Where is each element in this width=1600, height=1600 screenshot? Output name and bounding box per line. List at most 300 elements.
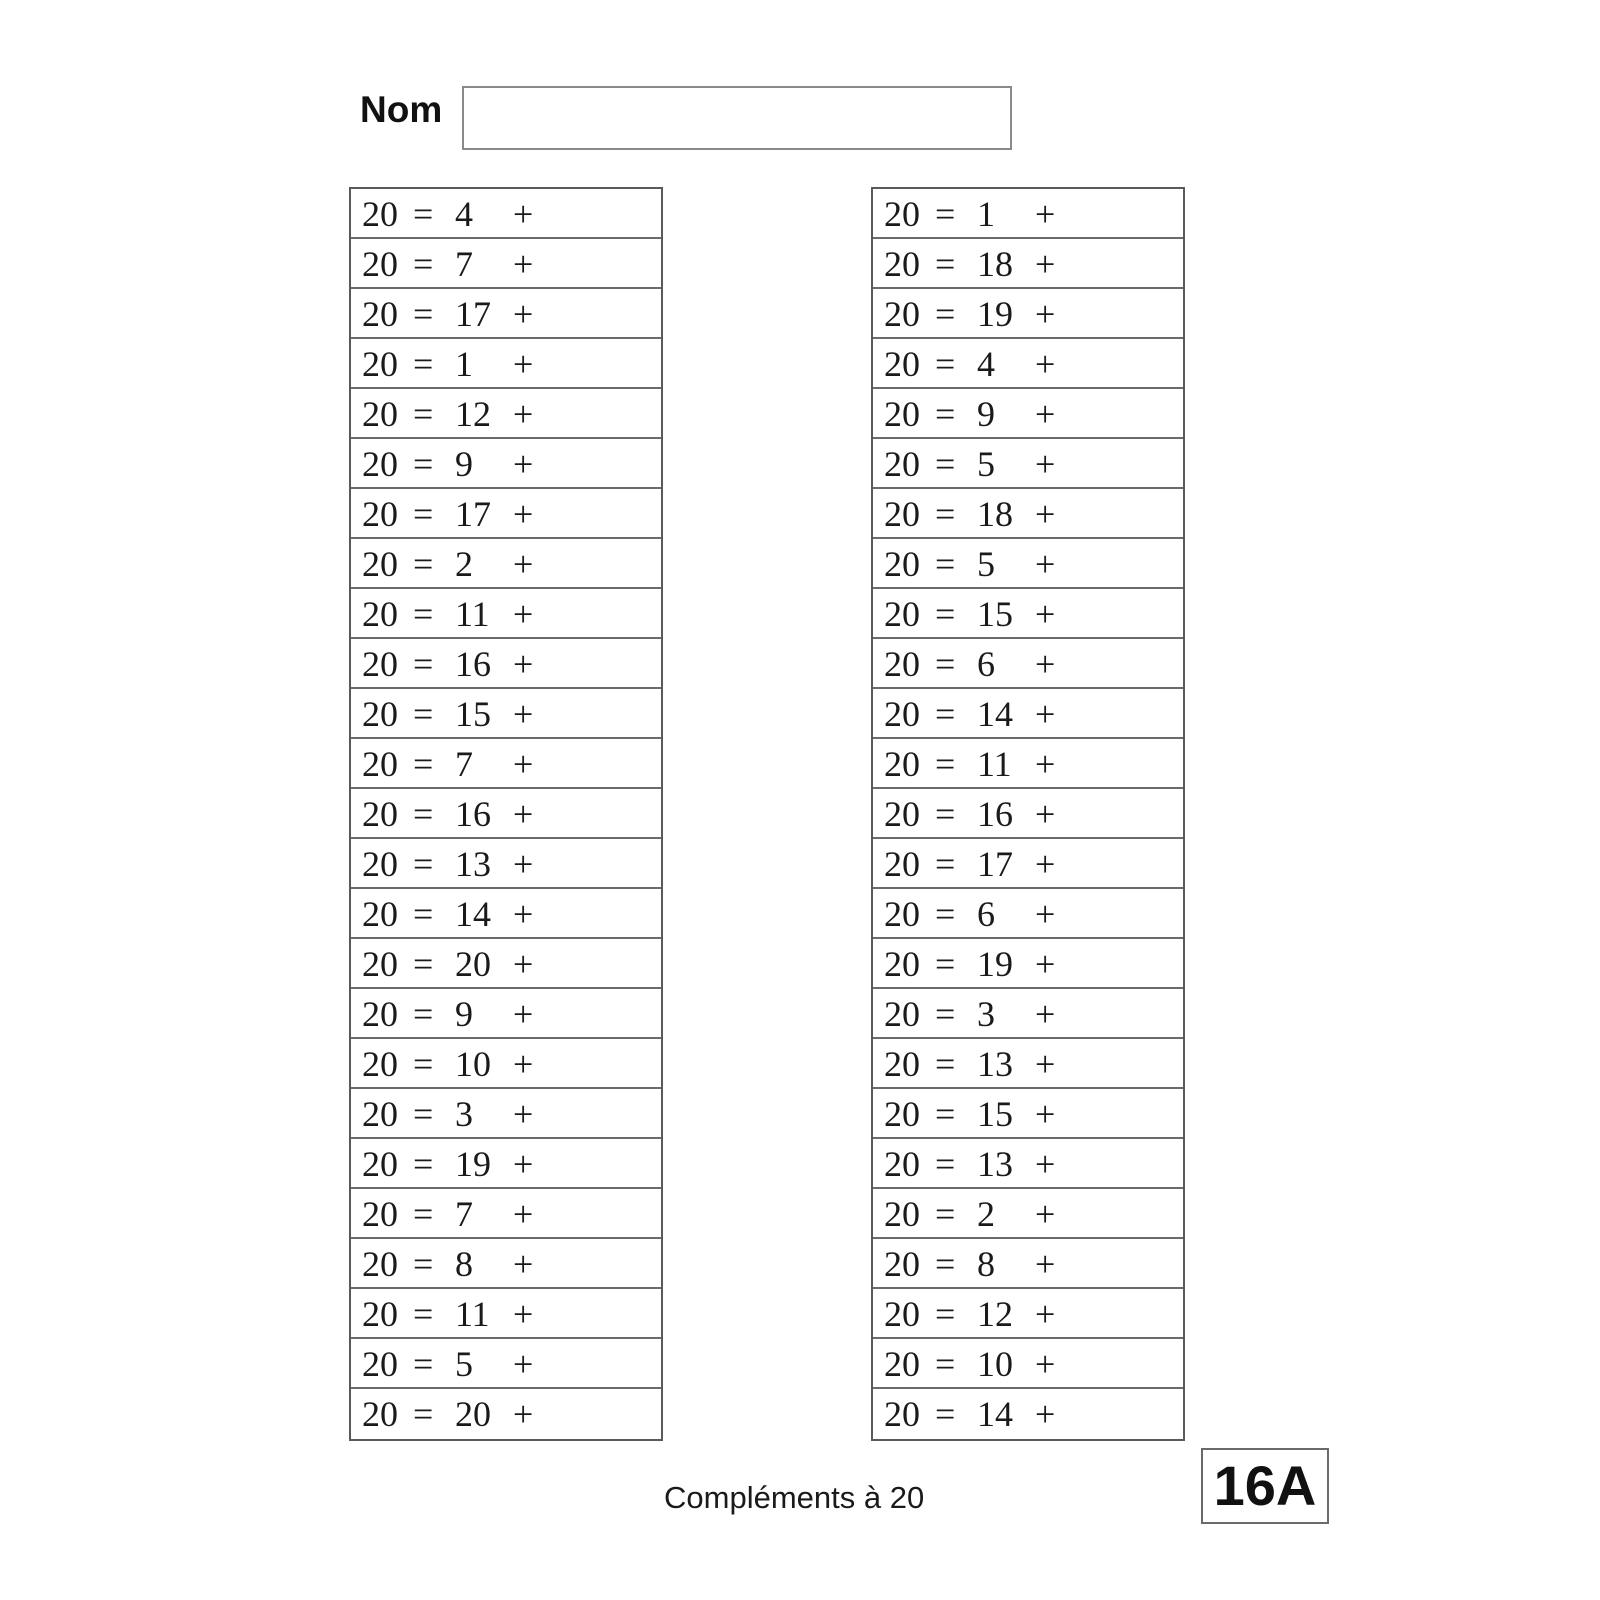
known-addend: 6 [977,894,995,934]
known-addend: 7 [455,744,473,784]
known-addend: 13 [455,844,491,884]
total-value: 20 [362,844,398,884]
answer-input[interactable] [547,995,647,1031]
known-addend: 7 [455,1194,473,1234]
total-value: 20 [884,494,920,534]
equals-sign: = [935,1294,956,1334]
equals-sign: = [935,894,956,934]
known-addend: 16 [977,794,1013,834]
plus-sign: + [1035,794,1056,834]
plus-sign: + [1035,1294,1056,1334]
total-value: 20 [884,594,920,634]
right-equation-row [873,339,1183,389]
right-equation-row [873,1089,1183,1139]
known-addend: 3 [977,994,995,1034]
plus-sign: + [1035,694,1056,734]
total-value: 20 [884,894,920,934]
equals-sign: = [935,744,956,784]
total-value: 20 [362,394,398,434]
total-value: 20 [884,644,920,684]
total-value: 20 [362,594,398,634]
equals-sign: = [413,394,434,434]
known-addend: 15 [977,594,1013,634]
known-addend: 4 [455,194,473,234]
plus-sign: + [513,244,534,284]
equals-sign: = [935,1344,956,1384]
known-addend: 9 [977,394,995,434]
right-equation-row [873,789,1183,839]
answer-input[interactable] [547,295,647,331]
answer-input[interactable] [1069,1295,1169,1331]
known-addend: 8 [977,1244,995,1284]
plus-sign: + [513,1394,534,1434]
plus-sign: + [513,544,534,584]
answer-input[interactable] [1069,695,1169,731]
left-equation-row [351,889,661,939]
plus-sign: + [1035,544,1056,584]
known-addend: 14 [977,1394,1013,1434]
answer-input[interactable] [547,1145,647,1181]
plus-sign: + [513,194,534,234]
known-addend: 11 [977,744,1012,784]
known-addend: 20 [455,944,491,984]
total-value: 20 [362,1294,398,1334]
equals-sign: = [935,544,956,584]
equals-sign: = [935,994,956,1034]
plus-sign: + [1035,1344,1056,1384]
right-equation-row [873,689,1183,739]
equals-sign: = [935,444,956,484]
answer-input[interactable] [1069,845,1169,881]
known-addend: 1 [977,194,995,234]
plus-sign: + [513,844,534,884]
known-addend: 15 [977,1094,1013,1134]
left-equation-row [351,239,661,289]
equals-sign: = [935,594,956,634]
answer-input[interactable] [547,395,647,431]
total-value: 20 [884,744,920,784]
plus-sign: + [1035,644,1056,684]
answer-input[interactable] [547,445,647,481]
right-equation-row [873,1289,1183,1339]
equals-sign: = [413,1194,434,1234]
answer-input[interactable] [1069,1245,1169,1281]
plus-sign: + [513,894,534,934]
total-value: 20 [884,844,920,884]
left-equation-row [351,639,661,689]
plus-sign: + [513,1194,534,1234]
equals-sign: = [413,544,434,584]
known-addend: 18 [977,244,1013,284]
total-value: 20 [884,444,920,484]
left-equation-row [351,1289,661,1339]
answer-input[interactable] [1069,745,1169,781]
left-equation-row [351,489,661,539]
plus-sign: + [1035,994,1056,1034]
answer-input[interactable] [1069,995,1169,1031]
answer-input[interactable] [547,595,647,631]
equals-sign: = [935,1094,956,1134]
total-value: 20 [884,994,920,1034]
known-addend: 17 [455,494,491,534]
plus-sign: + [1035,894,1056,934]
total-value: 20 [362,1194,398,1234]
answer-input[interactable] [1069,1095,1169,1131]
answer-input[interactable] [1069,795,1169,831]
equals-sign: = [935,694,956,734]
total-value: 20 [362,194,398,234]
known-addend: 13 [977,1144,1013,1184]
name-label: Nom [360,89,443,130]
plus-sign: + [1035,594,1056,634]
plus-sign: + [513,744,534,784]
right-exercise-column [871,187,1185,1441]
left-equation-row [351,1189,661,1239]
right-equation-row [873,1239,1183,1289]
plus-sign: + [513,644,534,684]
total-value: 20 [362,1244,398,1284]
equals-sign: = [413,444,434,484]
plus-sign: + [1035,1144,1056,1184]
known-addend: 14 [977,694,1013,734]
total-value: 20 [884,244,920,284]
right-equation-row [873,1389,1183,1439]
plus-sign: + [1035,1094,1056,1134]
known-addend: 2 [455,544,473,584]
total-value: 20 [362,744,398,784]
answer-input[interactable] [547,645,647,681]
left-equation-row [351,839,661,889]
left-equation-row [351,989,661,1039]
left-equation-row [351,1039,661,1089]
equals-sign: = [413,294,434,334]
answer-input[interactable] [547,1045,647,1081]
name-field[interactable] [462,86,1012,150]
answer-input[interactable] [1069,295,1169,331]
known-addend: 7 [455,244,473,284]
equals-sign: = [935,794,956,834]
total-value: 20 [362,894,398,934]
plus-sign: + [1035,494,1056,534]
plus-sign: + [513,994,534,1034]
plus-sign: + [1035,1194,1056,1234]
known-addend: 9 [455,994,473,1034]
answer-input[interactable] [547,195,647,231]
total-value: 20 [362,1044,398,1084]
known-addend: 9 [455,444,473,484]
right-equation-row [873,839,1183,889]
equals-sign: = [935,394,956,434]
left-equation-row [351,539,661,589]
answer-input[interactable] [1069,645,1169,681]
equals-sign: = [413,1094,434,1134]
equals-sign: = [935,1394,956,1434]
equals-sign: = [935,344,956,384]
known-addend: 11 [455,594,490,634]
right-equation-row [873,989,1183,1039]
plus-sign: + [513,594,534,634]
equals-sign: = [413,1344,434,1384]
answer-input[interactable] [547,845,647,881]
answer-input[interactable] [1069,1345,1169,1381]
answer-input[interactable] [547,795,647,831]
plus-sign: + [1035,294,1056,334]
total-value: 20 [362,1094,398,1134]
known-addend: 15 [455,694,491,734]
answer-input[interactable] [1069,1145,1169,1181]
known-addend: 5 [455,1344,473,1384]
right-equation-row [873,939,1183,989]
plus-sign: + [513,1344,534,1384]
right-equation-row [873,1039,1183,1089]
left-equation-row [351,189,661,239]
total-value: 20 [884,1294,920,1334]
total-value: 20 [362,944,398,984]
equals-sign: = [413,844,434,884]
answer-input[interactable] [1069,1045,1169,1081]
total-value: 20 [884,944,920,984]
known-addend: 10 [977,1344,1013,1384]
answer-input[interactable] [1069,945,1169,981]
plus-sign: + [513,1144,534,1184]
total-value: 20 [884,1344,920,1384]
known-addend: 20 [455,1394,491,1434]
answer-input[interactable] [547,345,647,381]
equals-sign: = [935,194,956,234]
known-addend: 5 [977,544,995,584]
plus-sign: + [513,344,534,384]
plus-sign: + [513,444,534,484]
answer-input[interactable] [547,895,647,931]
equals-sign: = [413,494,434,534]
known-addend: 19 [977,294,1013,334]
known-addend: 14 [455,894,491,934]
right-equation-row [873,1339,1183,1389]
equals-sign: = [413,344,434,384]
total-value: 20 [362,544,398,584]
worksheet-title: Compléments à 20 [664,1480,925,1515]
total-value: 20 [884,1144,920,1184]
plus-sign: + [513,1044,534,1084]
equals-sign: = [413,1394,434,1434]
plus-sign: + [513,294,534,334]
plus-sign: + [1035,1244,1056,1284]
equals-sign: = [935,494,956,534]
answer-input[interactable] [1069,445,1169,481]
plus-sign: + [513,1294,534,1334]
equals-sign: = [935,1194,956,1234]
equals-sign: = [413,794,434,834]
plus-sign: + [1035,344,1056,384]
equals-sign: = [413,194,434,234]
left-equation-row [351,1389,661,1439]
left-equation-row [351,939,661,989]
total-value: 20 [362,694,398,734]
equals-sign: = [413,744,434,784]
right-equation-row [873,589,1183,639]
plus-sign: + [1035,194,1056,234]
answer-input[interactable] [547,1395,647,1431]
total-value: 20 [884,1394,920,1434]
known-addend: 8 [455,1244,473,1284]
equals-sign: = [935,1244,956,1284]
known-addend: 18 [977,494,1013,534]
total-value: 20 [362,994,398,1034]
total-value: 20 [884,1094,920,1134]
left-equation-row [351,389,661,439]
plus-sign: + [1035,744,1056,784]
right-equation-row [873,539,1183,589]
known-addend: 6 [977,644,995,684]
known-addend: 17 [977,844,1013,884]
left-equation-row [351,289,661,339]
answer-input[interactable] [1069,195,1169,231]
answer-input[interactable] [547,945,647,981]
answer-input[interactable] [1069,1395,1169,1431]
total-value: 20 [362,444,398,484]
equals-sign: = [935,944,956,984]
known-addend: 19 [455,1144,491,1184]
known-addend: 13 [977,1044,1013,1084]
total-value: 20 [884,344,920,384]
right-equation-row [873,189,1183,239]
known-addend: 16 [455,644,491,684]
right-equation-row [873,1139,1183,1189]
equals-sign: = [413,1144,434,1184]
left-equation-row [351,1339,661,1389]
answer-input[interactable] [547,1345,647,1381]
answer-input[interactable] [1069,495,1169,531]
answer-input[interactable] [1069,595,1169,631]
answer-input[interactable] [1069,545,1169,581]
equals-sign: = [413,244,434,284]
answer-input[interactable] [1069,395,1169,431]
known-addend: 4 [977,344,995,384]
plus-sign: + [513,1244,534,1284]
plus-sign: + [1035,394,1056,434]
equals-sign: = [935,644,956,684]
equals-sign: = [935,294,956,334]
right-equation-row [873,889,1183,939]
answer-input[interactable] [547,545,647,581]
equals-sign: = [413,1244,434,1284]
total-value: 20 [884,544,920,584]
answer-input[interactable] [547,1245,647,1281]
known-addend: 2 [977,1194,995,1234]
plus-sign: + [513,694,534,734]
known-addend: 16 [455,794,491,834]
answer-input[interactable] [547,1195,647,1231]
total-value: 20 [362,494,398,534]
plus-sign: + [513,394,534,434]
answer-input[interactable] [1069,1195,1169,1231]
answer-input[interactable] [547,1095,647,1131]
total-value: 20 [362,794,398,834]
plus-sign: + [1035,1044,1056,1084]
total-value: 20 [362,1394,398,1434]
total-value: 20 [884,1244,920,1284]
total-value: 20 [884,1194,920,1234]
answer-input[interactable] [1069,895,1169,931]
equals-sign: = [413,694,434,734]
plus-sign: + [1035,944,1056,984]
left-equation-row [351,589,661,639]
plus-sign: + [513,944,534,984]
total-value: 20 [884,794,920,834]
equals-sign: = [413,1294,434,1334]
known-addend: 11 [455,1294,490,1334]
plus-sign: + [1035,244,1056,284]
left-exercise-column [349,187,663,1441]
total-value: 20 [362,1344,398,1384]
total-value: 20 [362,344,398,384]
plus-sign: + [1035,844,1056,884]
known-addend: 10 [455,1044,491,1084]
right-equation-row [873,489,1183,539]
right-equation-row [873,639,1183,689]
equals-sign: = [935,244,956,284]
plus-sign: + [1035,444,1056,484]
total-value: 20 [362,244,398,284]
answer-input[interactable] [547,1295,647,1331]
total-value: 20 [884,194,920,234]
known-addend: 5 [977,444,995,484]
plus-sign: + [1035,1394,1056,1434]
answer-input[interactable] [547,245,647,281]
equals-sign: = [413,644,434,684]
left-equation-row [351,1089,661,1139]
plus-sign: + [513,1094,534,1134]
equals-sign: = [413,1044,434,1084]
left-equation-row [351,689,661,739]
right-equation-row [873,239,1183,289]
sheet-code: 16A [1201,1448,1329,1524]
equals-sign: = [413,994,434,1034]
total-value: 20 [362,294,398,334]
right-equation-row [873,739,1183,789]
total-value: 20 [884,1044,920,1084]
plus-sign: + [513,494,534,534]
plus-sign: + [513,794,534,834]
left-equation-row [351,339,661,389]
answer-input[interactable] [1069,345,1169,381]
known-addend: 12 [455,394,491,434]
known-addend: 3 [455,1094,473,1134]
equals-sign: = [413,894,434,934]
answer-input[interactable] [547,695,647,731]
left-equation-row [351,439,661,489]
total-value: 20 [884,294,920,334]
total-value: 20 [362,644,398,684]
answer-input[interactable] [547,745,647,781]
left-equation-row [351,789,661,839]
right-equation-row [873,1189,1183,1239]
answer-input[interactable] [547,495,647,531]
left-equation-row [351,1139,661,1189]
left-equation-row [351,739,661,789]
known-addend: 17 [455,294,491,334]
total-value: 20 [884,694,920,734]
right-equation-row [873,389,1183,439]
equals-sign: = [935,1044,956,1084]
equals-sign: = [413,594,434,634]
known-addend: 1 [455,344,473,384]
total-value: 20 [884,394,920,434]
right-equation-row [873,439,1183,489]
left-equation-row [351,1239,661,1289]
equals-sign: = [935,844,956,884]
answer-input[interactable] [1069,245,1169,281]
